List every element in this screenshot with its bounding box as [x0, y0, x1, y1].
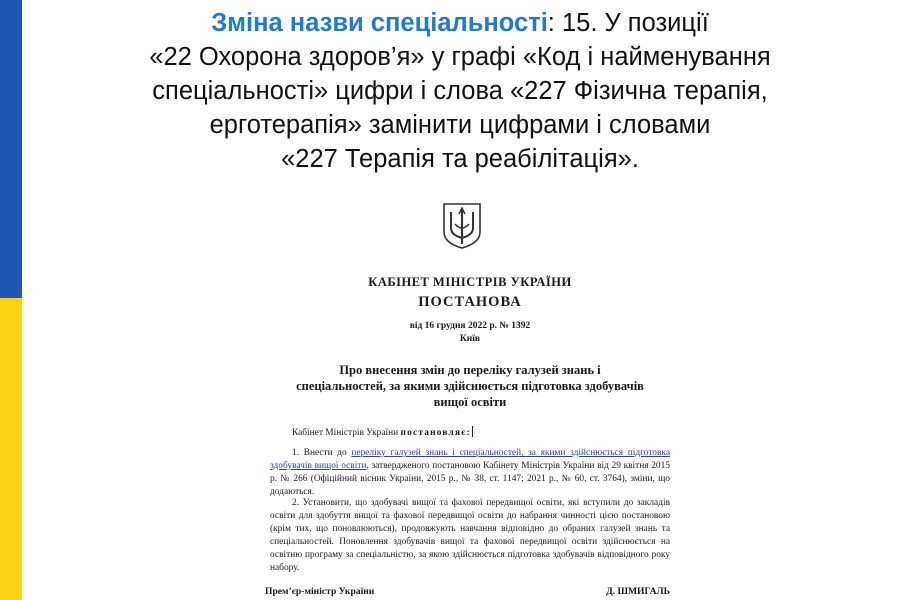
heading-line-2: «22 Охорона здоров’я» у графі «Код і найменування	[149, 43, 771, 71]
document-title	[270, 362, 670, 410]
document-type: ПОСТАНОВА	[418, 294, 522, 310]
preamble-verb: постановляє:	[400, 428, 471, 438]
heading-line-1	[40, 6, 880, 40]
paragraph-2	[270, 497, 670, 575]
signer-title: Прем’єр-міністр України	[265, 586, 375, 597]
trident-icon	[441, 202, 483, 250]
signer-name: Д. ШМИГАЛЬ	[606, 586, 670, 597]
list-of-fields-link[interactable]: переліку галузей знань і спеціальностей, за якими здійснюється підготовка здобувачів вищої освіти	[270, 448, 670, 471]
heading-line-5: «227 Терапія та реабілітація».	[281, 145, 639, 173]
heading-line-4: ерготерапія» замінити цифрами і словами	[209, 111, 711, 139]
issuer-title: КАБІНЕТ МІНІСТРІВ УКРАЇНИ	[368, 275, 572, 289]
document-title-line-3: вищої освіти	[433, 395, 507, 409]
flag-stripe-blue	[0, 0, 22, 298]
document-date: від 16 грудня 2022 р. № 1392	[409, 321, 531, 331]
text-cursor	[472, 426, 473, 437]
preamble-text: Кабінет Міністрів України	[292, 428, 401, 438]
paragraph-2-text: 2. Установити, що здобувачі вищої та фахової передвищої освіти, які вступили до закладів освіти для здобуття вищої та фахової передвищої освіти до набрання чинності цією постановою (крім тих, що поновлюються), продовжують навчання відповідно до обраних галузей знань та спеціальностей. Поновлення здобувачів вищої та фахової передвищої освіти здійснюється на освітню програму за спеціальністю, за якою здійснюється підготовка здобувачів відповідного року набору.	[270, 498, 670, 573]
paragraph-1-start: 1. Внести до	[292, 448, 352, 458]
document-city: Київ	[459, 334, 481, 344]
heading-lead: Зміна назви спеціальності	[211, 9, 548, 37]
slide-heading	[40, 6, 880, 176]
resolution-document	[250, 196, 690, 600]
flag-stripe-yellow	[0, 298, 22, 600]
document-title-line-1: Про внесення змін до переліку галузей знань і	[339, 363, 601, 377]
heading-line-1-rest: : 15. У позиції	[547, 9, 709, 37]
heading-line-3: спеціальності» цифри і слова «227 Фізична терапія,	[152, 77, 768, 105]
document-title-line-2: спеціальностей, за якими здійснюється підготовка здобувачів	[296, 379, 644, 393]
preamble	[270, 426, 670, 440]
paragraph-1	[270, 447, 670, 499]
paragraph-1-end: , затвердженого постановою Кабінету Міністрів України від 29 квітня 2015 р. № 266 (Офіційний вісник України, 2015 р., № 38, ст. 1147; 2021 р., № 60, ст. 3764), зміни, що додаються.	[270, 461, 670, 497]
